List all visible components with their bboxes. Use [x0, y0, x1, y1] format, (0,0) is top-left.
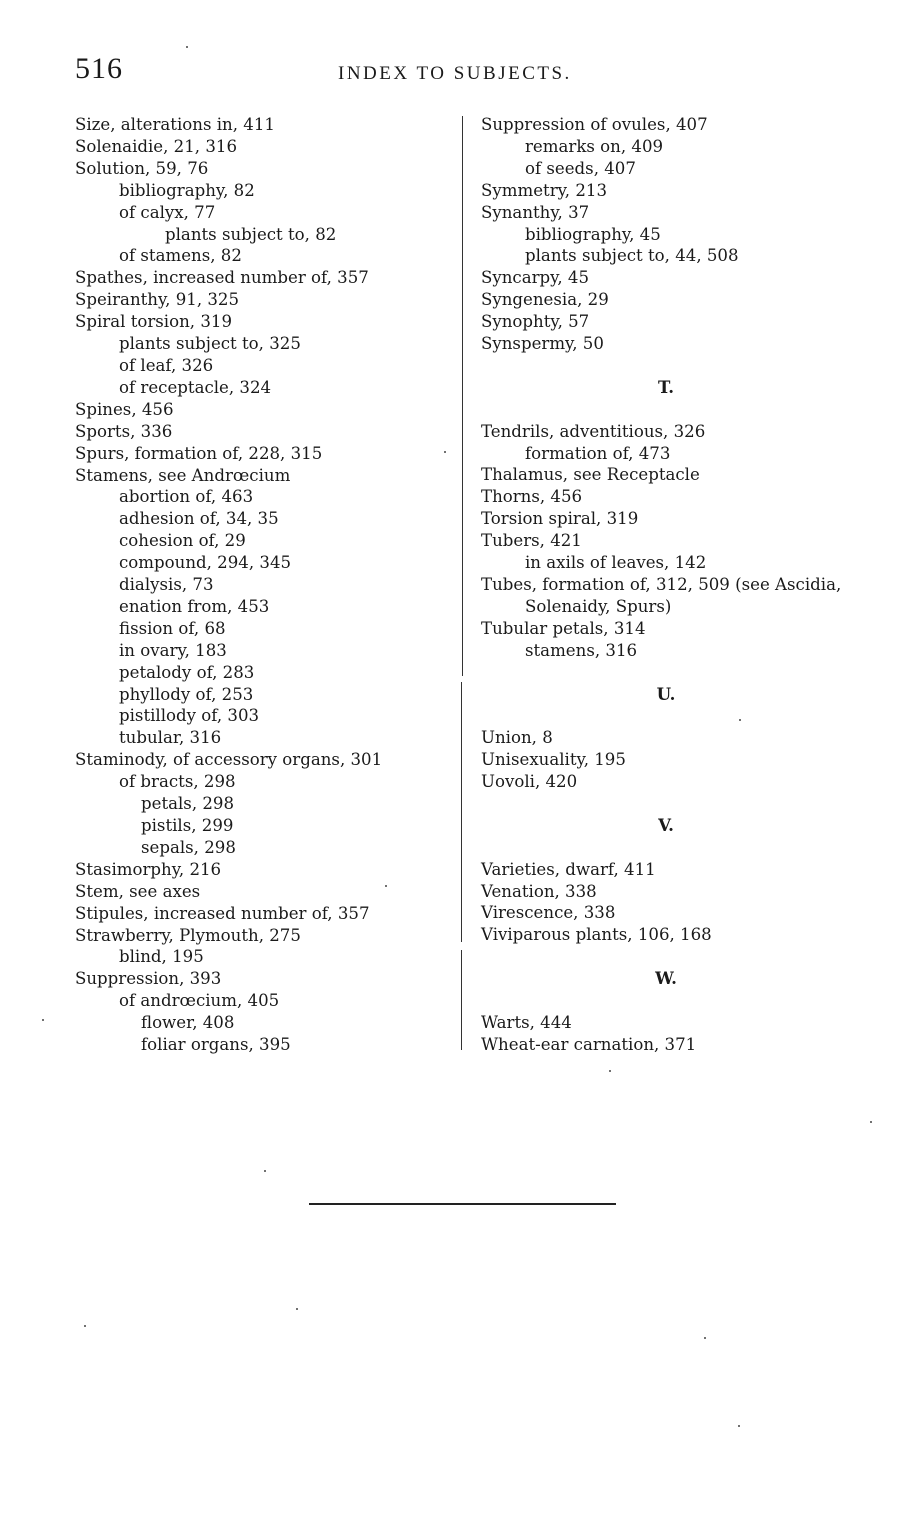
scan-speck: [738, 1425, 740, 1427]
index-entry: Synophty, 57: [481, 312, 590, 332]
index-entry: Spiral torsion, 319: [75, 312, 233, 332]
index-subentry: remarks on, 409: [525, 136, 664, 156]
index-entry: Tubes, formation of, 312, 509 (see Ascidia, Solenaidy, Spurs): [481, 574, 842, 616]
page-number: 516: [75, 52, 123, 85]
index-subentry: of seeds, 407: [525, 158, 636, 178]
index-subentry: in axils of leaves, 142: [525, 553, 707, 573]
index-entry: Spathes, increased number of, 357: [75, 268, 369, 288]
index-subentry: of calyx, 77: [119, 202, 216, 222]
index-entry: Spines, 456: [75, 399, 174, 419]
scan-speck: [42, 1019, 44, 1021]
index-subentry: of bracts, 298: [119, 772, 236, 792]
scan-speck: [609, 1070, 611, 1072]
column-rule: [461, 950, 462, 1050]
index-entry: Torsion spiral, 319: [481, 509, 639, 529]
scan-speck: [704, 1337, 706, 1339]
scan-speck: [264, 1170, 266, 1172]
index-entry: Syncarpy, 45: [481, 268, 590, 288]
section-heading: U.: [656, 683, 676, 704]
scan-speck: [870, 1121, 872, 1123]
index-entry: Viviparous plants, 106, 168: [481, 925, 712, 945]
index-subentry: enation from, 453: [119, 596, 270, 616]
index-entry: Thorns, 456: [481, 487, 583, 507]
index-entry: Speiranthy, 91, 325: [75, 290, 240, 310]
index-entry: Strawberry, Plymouth, 275: [75, 925, 301, 945]
index-subentry: sepals, 298: [141, 837, 236, 857]
index-subentry: pistils, 299: [141, 816, 234, 835]
scan-speck: [296, 1308, 298, 1310]
scan-speck: [84, 1325, 86, 1327]
index-subentry: plants subject to, 82: [165, 224, 337, 244]
index-entry: Spurs, formation of, 228, 315: [75, 443, 323, 463]
index-entry: Staminody, of accessory organs, 301: [75, 750, 383, 770]
index-entry: Stipules, increased number of, 357: [75, 903, 370, 923]
index-entry: Union, 8: [481, 728, 553, 748]
index-subentry: adhesion of, 34, 35: [119, 509, 279, 529]
scan-speck: [444, 451, 446, 453]
index-entry: Suppression of ovules, 407: [481, 115, 708, 134]
index-entry: Stamens, see Andrœcium: [75, 465, 291, 485]
scan-speck: [739, 719, 741, 721]
index-entry: Uovoli, 420: [481, 772, 578, 792]
index-entry: Stasimorphy, 216: [75, 859, 222, 879]
index-entry: Sports, 336: [75, 421, 173, 441]
index-entry: Wheat-ear carnation, 371: [481, 1034, 697, 1054]
index-subentry: of stamens, 82: [119, 246, 242, 266]
index-subentry: foliar organs, 395: [141, 1035, 291, 1055]
index-subentry: compound, 294, 345: [119, 553, 292, 573]
index-column-right: [481, 114, 881, 1056]
index-entry: Stem, see axes: [75, 881, 201, 901]
index-entry: Virescence, 338: [481, 903, 616, 923]
index-subentry: phyllody of, 253: [119, 684, 254, 704]
index-subentry: blind, 195: [119, 947, 204, 967]
index-entry: Solution, 59, 76: [75, 158, 209, 178]
index-subentry: abortion of, 463: [119, 487, 254, 507]
index-subentry: bibliography, 45: [525, 224, 661, 244]
index-entry: Thalamus, see Receptacle: [481, 465, 700, 485]
index-subentry: of receptacle, 324: [119, 377, 272, 397]
section-heading: T.: [658, 376, 674, 397]
index-entry: Size, alterations in, 411: [75, 115, 275, 134]
index-subentry: fission of, 68: [119, 618, 226, 638]
index-subentry: stamens, 316: [525, 640, 638, 660]
index-entry: Venation, 338: [481, 881, 597, 901]
index-entry: Tendrils, adventitious, 326: [481, 421, 706, 441]
index-subentry: bibliography, 82: [119, 180, 255, 200]
index-entry: Synanthy, 37: [481, 202, 590, 222]
column-rule: [462, 116, 463, 676]
section-heading: W.: [655, 968, 677, 989]
index-entry: Solenaidie, 21, 316: [75, 136, 238, 156]
index-subentry: cohesion of, 29: [119, 531, 246, 551]
index-subentry: pistillody of, 303: [119, 706, 260, 726]
index-subentry: flower, 408: [141, 1013, 235, 1033]
index-entry: Tubers, 421: [481, 531, 582, 551]
index-subentry: dialysis, 73: [119, 575, 214, 595]
index-subentry: in ovary, 183: [119, 640, 227, 660]
index-entry: Unisexuality, 195: [481, 750, 626, 770]
index-subentry: plants subject to, 44, 508: [525, 246, 739, 266]
index-entry: Tubular petals, 314: [481, 618, 646, 638]
index-subentry: of leaf, 326: [119, 355, 214, 375]
index-subentry: plants subject to, 325: [119, 334, 301, 354]
index-subentry: formation of, 473: [525, 443, 671, 463]
index-column-left: [75, 114, 460, 1056]
index-subentry: petals, 298: [141, 794, 235, 814]
index-entry: Suppression, 393: [75, 969, 222, 989]
index-subentry: petalody of, 283: [119, 662, 255, 682]
index-entry: Synspermy, 50: [481, 334, 604, 354]
index-entry: Symmetry, 213: [481, 180, 608, 200]
scan-speck: [385, 885, 387, 887]
index-entry: Warts, 444: [481, 1012, 572, 1032]
index-subentry: of andrœcium, 405: [119, 991, 280, 1011]
index-entry: Varieties, dwarf, 411: [481, 859, 656, 879]
scan-speck: [186, 46, 188, 48]
running-head: INDEX TO SUBJECTS.: [338, 63, 572, 84]
column-rule: [461, 682, 462, 942]
index-subentry: tubular, 316: [119, 728, 222, 748]
index-entry: Syngenesia, 29: [481, 290, 609, 310]
section-heading: V.: [658, 814, 674, 835]
end-rule: [309, 1203, 616, 1205]
